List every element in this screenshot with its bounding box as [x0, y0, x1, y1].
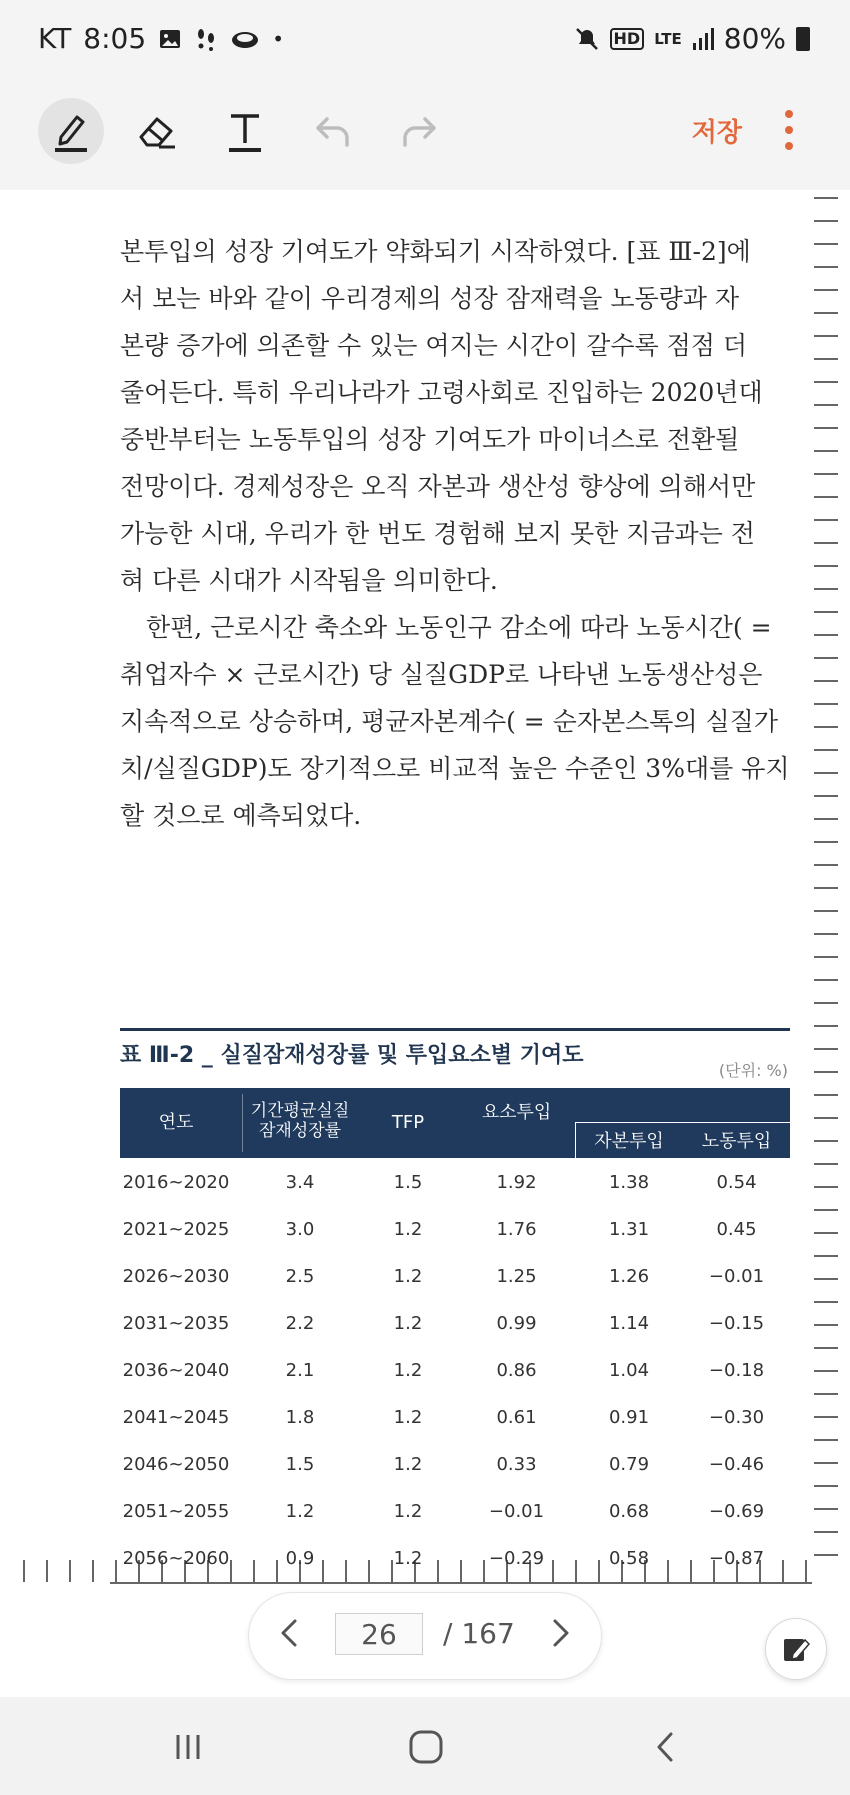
cell-tfp: 1.2 — [393, 1454, 423, 1475]
cell-year: 2056~2060 — [122, 1548, 230, 1568]
cell-tfp: 1.2 — [393, 1266, 423, 1287]
table-row — [120, 1348, 790, 1395]
header-year: 연도 — [158, 1112, 194, 1133]
cell-potential: 2.5 — [285, 1266, 315, 1287]
cell-capital: 0.79 — [608, 1454, 650, 1475]
header-labor: 노동투입 — [701, 1131, 772, 1152]
mute-icon — [574, 26, 600, 52]
cell-potential: 0.9 — [285, 1548, 315, 1568]
prev-page-button[interactable] — [269, 1613, 309, 1662]
cell-potential: 1.2 — [285, 1501, 315, 1522]
lte-icon: LTE — [654, 29, 682, 48]
cell-labor: −0.15 — [708, 1313, 765, 1334]
recent-apps-button[interactable] — [158, 1719, 218, 1775]
editor-toolbar — [0, 72, 850, 190]
cell-capital: 1.38 — [608, 1172, 650, 1193]
page-navigator — [248, 1592, 602, 1680]
battery-percent: 80% — [723, 22, 786, 55]
table-unit: (단위: %) — [718, 1061, 788, 1080]
cell-capital: 0.68 — [608, 1501, 650, 1522]
cell-potential: 3.4 — [285, 1172, 315, 1193]
text-line: 중반부터는 노동투입의 성장 기여도가 마이너스로 전환될 — [120, 425, 740, 454]
header-potential-1: 기간평균실질 — [250, 1101, 350, 1121]
cell-factor: 1.92 — [496, 1172, 537, 1193]
cell-tfp: 1.5 — [393, 1172, 423, 1193]
cell-year: 2041~2045 — [122, 1407, 230, 1428]
redo-icon — [399, 113, 439, 149]
status-left — [38, 22, 284, 55]
cell-year: 2046~2050 — [122, 1454, 230, 1475]
cell-labor: −0.87 — [708, 1548, 765, 1568]
table-title: 표 Ⅲ-2 _ 실질잠재성장률 및 투입요소별 기여도 — [120, 1043, 584, 1068]
text-tool-button[interactable] — [212, 98, 278, 164]
cell-tfp: 1.2 — [393, 1219, 423, 1240]
cell-capital: 0.58 — [608, 1548, 650, 1568]
header-potential-2: 잠재성장률 — [258, 1121, 342, 1141]
cloud-notification-icon — [230, 28, 260, 50]
undo-button[interactable] — [300, 98, 366, 164]
cell-capital: 0.91 — [608, 1407, 650, 1428]
text-line: 치/실질GDP)도 장기적으로 비교적 높은 수준인 3%대를 유지 — [120, 754, 790, 783]
save-button[interactable]: 저장 — [691, 118, 742, 148]
text-line: 서 보는 바와 같이 우리경제의 성장 잠재력을 노동량과 자 — [120, 284, 740, 313]
cell-tfp: 1.2 — [393, 1548, 423, 1568]
cell-tfp: 1.2 — [393, 1313, 423, 1334]
cell-factor: 0.86 — [496, 1360, 537, 1381]
cell-potential: 2.1 — [285, 1360, 315, 1381]
status-bar — [0, 0, 850, 72]
steps-notification-icon — [194, 26, 218, 52]
text-line: 지속적으로 상승하며, 평균자본계수( = 순자본스톡의 실질가 — [120, 707, 778, 736]
cell-capital: 1.04 — [608, 1360, 650, 1381]
back-button[interactable] — [636, 1719, 696, 1775]
back-icon — [651, 1729, 681, 1765]
cell-potential: 1.5 — [285, 1454, 315, 1475]
pen-icon — [51, 109, 91, 153]
more-notifications-icon: • — [272, 26, 284, 51]
cell-factor: 1.25 — [496, 1266, 537, 1287]
header-factor: 요소투입 — [481, 1102, 552, 1123]
cell-year: 2026~2030 — [122, 1266, 230, 1287]
table-row — [120, 1489, 790, 1536]
carrier-label: KT — [38, 22, 72, 55]
pen-tool-button[interactable] — [38, 98, 104, 164]
page-number-input[interactable]: 26 — [335, 1613, 423, 1655]
cell-labor: 0.45 — [716, 1219, 757, 1240]
paragraph-2 — [120, 604, 790, 839]
text-line: 줄어든다. 특히 우리나라가 고령사회로 진입하는 2020년대 — [120, 378, 763, 407]
hd-voice-icon: HD — [610, 28, 645, 50]
cell-potential: 1.8 — [285, 1407, 315, 1428]
cell-year: 2016~2020 — [122, 1172, 230, 1193]
cell-labor: −0.30 — [708, 1407, 765, 1428]
status-right — [574, 22, 810, 55]
cell-factor: −0.29 — [488, 1548, 545, 1568]
bottom-ruler — [22, 1556, 812, 1586]
edit-note-icon — [781, 1634, 811, 1664]
cell-labor: −0.18 — [708, 1360, 765, 1381]
table-row — [120, 1160, 790, 1207]
chevron-right-icon — [549, 1613, 573, 1653]
cell-capital: 1.26 — [608, 1266, 650, 1287]
table-row — [120, 1395, 790, 1442]
document-page[interactable] — [0, 190, 850, 1568]
system-navigation-bar — [0, 1697, 850, 1795]
cell-year: 2051~2055 — [122, 1501, 230, 1522]
cell-labor: −0.69 — [708, 1501, 765, 1522]
cell-labor: 0.54 — [716, 1172, 757, 1193]
header-sub-rule — [575, 1122, 790, 1123]
page-ruler — [812, 190, 842, 1570]
text-line: 본량 증가에 의존할 수 있는 여지는 시간이 갈수록 점점 더 — [120, 331, 747, 360]
text-line: 한편, 근로시간 축소와 노동인구 감소에 따라 노동시간( = — [146, 613, 772, 642]
signal-icon — [692, 27, 714, 51]
home-icon — [406, 1727, 446, 1767]
text-line: 할 것으로 예측되었다. — [120, 801, 362, 830]
more-dot-icon — [785, 142, 793, 150]
text-line: 취업자수 × 근로시간) 당 실질GDP로 나타낸 노동생산성은 — [120, 660, 763, 689]
cell-factor: −0.01 — [488, 1501, 545, 1522]
table-row — [120, 1442, 790, 1489]
table-row — [120, 1301, 790, 1348]
page-total: / 167 — [443, 1617, 515, 1650]
text-line: 본투입의 성장 기여도가 약화되기 시작하였다. [표 Ⅲ-2]에 — [120, 237, 751, 266]
edit-fab-button[interactable] — [765, 1618, 827, 1680]
cell-factor: 0.99 — [496, 1313, 537, 1334]
time-label: 8:05 — [83, 22, 147, 55]
more-dot-icon — [785, 110, 793, 118]
gallery-notification-icon — [158, 27, 182, 51]
chevron-left-icon — [277, 1613, 301, 1653]
cell-factor: 1.76 — [496, 1219, 537, 1240]
header-tfp: TFP — [391, 1112, 425, 1133]
header-capital: 자본투입 — [594, 1131, 664, 1152]
text-line: 혀 다른 시대가 시작됨을 의미한다. — [120, 566, 498, 595]
undo-icon — [313, 113, 353, 149]
cell-labor: −0.01 — [708, 1266, 765, 1287]
text-line: 가능한 시대, 우리가 한 번도 경험해 보지 못한 지금과는 전 — [120, 519, 755, 548]
cell-factor: 0.33 — [496, 1454, 537, 1475]
cell-year: 2036~2040 — [122, 1360, 230, 1381]
cell-tfp: 1.2 — [393, 1501, 423, 1522]
eraser-tool-button[interactable] — [124, 98, 190, 164]
cell-capital: 1.14 — [608, 1313, 650, 1334]
home-button[interactable] — [396, 1719, 456, 1775]
cell-labor: −0.46 — [708, 1454, 765, 1475]
cell-factor: 0.61 — [496, 1407, 537, 1428]
cell-tfp: 1.2 — [393, 1407, 423, 1428]
battery-icon — [796, 27, 810, 51]
cell-year: 2031~2035 — [122, 1313, 230, 1334]
cell-potential: 3.0 — [285, 1219, 315, 1240]
eraser-icon — [135, 111, 179, 151]
table-row — [120, 1254, 790, 1301]
more-dot-icon — [785, 126, 793, 134]
paragraph-1 — [120, 228, 790, 604]
table-row — [120, 1207, 790, 1254]
more-options-button[interactable] — [784, 110, 794, 150]
recent-apps-icon — [170, 1731, 206, 1763]
next-page-button[interactable] — [541, 1613, 581, 1662]
table-title-rule — [120, 1028, 790, 1031]
table-header — [120, 1088, 790, 1158]
redo-button[interactable] — [386, 98, 452, 164]
cell-year: 2021~2025 — [122, 1219, 230, 1240]
cell-capital: 1.31 — [608, 1219, 650, 1240]
cell-tfp: 1.2 — [393, 1360, 423, 1381]
cell-potential: 2.2 — [285, 1313, 315, 1334]
text-line: 전망이다. 경제성장은 오직 자본과 생산성 향상에 의해서만 — [120, 472, 756, 501]
text-icon — [225, 109, 265, 153]
